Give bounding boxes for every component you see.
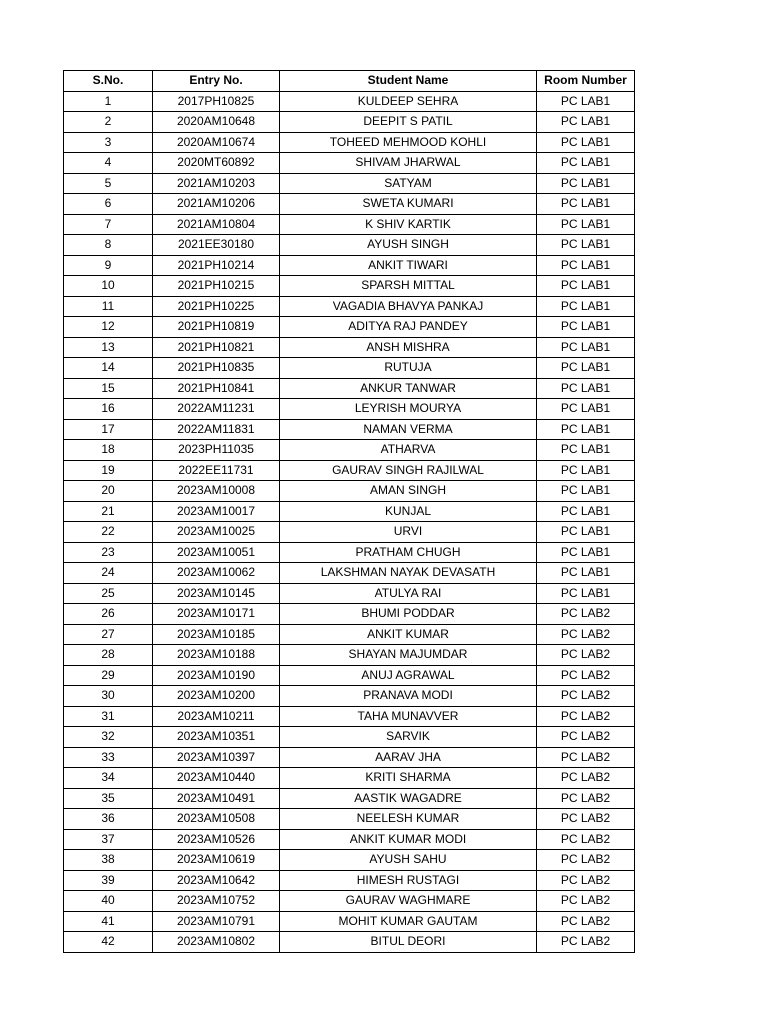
cell-room-number: PC LAB1 xyxy=(537,440,635,461)
cell-sno: 22 xyxy=(64,522,153,543)
cell-sno: 8 xyxy=(64,235,153,256)
cell-student-name: TAHA MUNAVVER xyxy=(280,706,537,727)
cell-room-number: PC LAB1 xyxy=(537,296,635,317)
cell-entry-no: 2023AM10017 xyxy=(153,501,280,522)
table-row xyxy=(64,624,635,645)
cell-student-name: ANKIT TIWARI xyxy=(280,255,537,276)
cell-room-number: PC LAB2 xyxy=(537,686,635,707)
cell-sno: 7 xyxy=(64,214,153,235)
cell-entry-no: 2023AM10190 xyxy=(153,665,280,686)
cell-room-number: PC LAB1 xyxy=(537,378,635,399)
cell-entry-no: 2023AM10351 xyxy=(153,727,280,748)
cell-sno: 19 xyxy=(64,460,153,481)
cell-student-name: GAURAV SINGH RAJILWAL xyxy=(280,460,537,481)
table-row xyxy=(64,399,635,420)
cell-student-name: DEEPIT S PATIL xyxy=(280,112,537,133)
cell-entry-no: 2020MT60892 xyxy=(153,153,280,174)
cell-sno: 21 xyxy=(64,501,153,522)
column-header-entry-no: Entry No. xyxy=(153,71,280,92)
cell-student-name: SHAYAN MAJUMDAR xyxy=(280,645,537,666)
cell-room-number: PC LAB2 xyxy=(537,809,635,830)
cell-student-name: TOHEED MEHMOOD KOHLI xyxy=(280,132,537,153)
cell-room-number: PC LAB2 xyxy=(537,911,635,932)
cell-student-name: K SHIV KARTIK xyxy=(280,214,537,235)
cell-room-number: PC LAB1 xyxy=(537,91,635,112)
table-row xyxy=(64,276,635,297)
cell-entry-no: 2023AM10397 xyxy=(153,747,280,768)
cell-entry-no: 2023AM10171 xyxy=(153,604,280,625)
column-header-student-name: Student Name xyxy=(280,71,537,92)
table-row xyxy=(64,235,635,256)
cell-entry-no: 2020AM10648 xyxy=(153,112,280,133)
cell-student-name: PRANAVA MODI xyxy=(280,686,537,707)
cell-entry-no: 2023AM10491 xyxy=(153,788,280,809)
cell-entry-no: 2021PH10821 xyxy=(153,337,280,358)
cell-sno: 36 xyxy=(64,809,153,830)
table-row xyxy=(64,358,635,379)
cell-room-number: PC LAB2 xyxy=(537,829,635,850)
cell-entry-no: 2023AM10051 xyxy=(153,542,280,563)
cell-student-name: ATULYA RAI xyxy=(280,583,537,604)
cell-student-name: RUTUJA xyxy=(280,358,537,379)
cell-entry-no: 2023AM10008 xyxy=(153,481,280,502)
cell-room-number: PC LAB1 xyxy=(537,132,635,153)
cell-sno: 29 xyxy=(64,665,153,686)
table-row xyxy=(64,419,635,440)
cell-entry-no: 2023PH11035 xyxy=(153,440,280,461)
cell-entry-no: 2023AM10791 xyxy=(153,911,280,932)
cell-room-number: PC LAB2 xyxy=(537,604,635,625)
table-row xyxy=(64,378,635,399)
cell-student-name: NAMAN VERMA xyxy=(280,419,537,440)
cell-entry-no: 2023AM10619 xyxy=(153,850,280,871)
table-row xyxy=(64,542,635,563)
cell-room-number: PC LAB2 xyxy=(537,768,635,789)
cell-room-number: PC LAB1 xyxy=(537,501,635,522)
cell-student-name: KULDEEP SEHRA xyxy=(280,91,537,112)
table-row xyxy=(64,768,635,789)
cell-sno: 5 xyxy=(64,173,153,194)
cell-student-name: KUNJAL xyxy=(280,501,537,522)
cell-room-number: PC LAB1 xyxy=(537,255,635,276)
table-row xyxy=(64,706,635,727)
cell-student-name: LAKSHMAN NAYAK DEVASATH xyxy=(280,563,537,584)
cell-sno: 1 xyxy=(64,91,153,112)
table-row xyxy=(64,214,635,235)
cell-room-number: PC LAB2 xyxy=(537,747,635,768)
cell-entry-no: 2020AM10674 xyxy=(153,132,280,153)
cell-entry-no: 2021PH10214 xyxy=(153,255,280,276)
cell-student-name: ANSH MISHRA xyxy=(280,337,537,358)
table-row xyxy=(64,112,635,133)
cell-entry-no: 2021PH10215 xyxy=(153,276,280,297)
table-row xyxy=(64,583,635,604)
cell-student-name: VAGADIA BHAVYA PANKAJ xyxy=(280,296,537,317)
cell-room-number: PC LAB1 xyxy=(537,481,635,502)
table-row xyxy=(64,747,635,768)
cell-entry-no: 2021EE30180 xyxy=(153,235,280,256)
cell-sno: 26 xyxy=(64,604,153,625)
cell-student-name: HIMESH RUSTAGI xyxy=(280,870,537,891)
table-row xyxy=(64,481,635,502)
cell-room-number: PC LAB1 xyxy=(537,173,635,194)
cell-student-name: ADITYA RAJ PANDEY xyxy=(280,317,537,338)
table-row xyxy=(64,132,635,153)
cell-entry-no: 2023AM10752 xyxy=(153,891,280,912)
cell-sno: 42 xyxy=(64,932,153,953)
table-body xyxy=(64,91,635,952)
cell-room-number: PC LAB1 xyxy=(537,563,635,584)
header-row xyxy=(64,71,635,92)
cell-room-number: PC LAB1 xyxy=(537,276,635,297)
cell-sno: 17 xyxy=(64,419,153,440)
cell-student-name: ANKIT KUMAR xyxy=(280,624,537,645)
table-row xyxy=(64,91,635,112)
room-allocation-sheet xyxy=(63,70,635,953)
cell-student-name: AMAN SINGH xyxy=(280,481,537,502)
cell-sno: 27 xyxy=(64,624,153,645)
cell-sno: 6 xyxy=(64,194,153,215)
cell-room-number: PC LAB2 xyxy=(537,870,635,891)
cell-student-name: SATYAM xyxy=(280,173,537,194)
cell-student-name: AYUSH SINGH xyxy=(280,235,537,256)
cell-sno: 16 xyxy=(64,399,153,420)
table-row xyxy=(64,173,635,194)
cell-entry-no: 2021PH10819 xyxy=(153,317,280,338)
table-row xyxy=(64,727,635,748)
cell-room-number: PC LAB1 xyxy=(537,522,635,543)
cell-sno: 3 xyxy=(64,132,153,153)
table-header xyxy=(64,71,635,92)
cell-entry-no: 2023AM10025 xyxy=(153,522,280,543)
cell-student-name: GAURAV WAGHMARE xyxy=(280,891,537,912)
table-row xyxy=(64,665,635,686)
cell-entry-no: 2021PH10835 xyxy=(153,358,280,379)
cell-room-number: PC LAB2 xyxy=(537,645,635,666)
cell-entry-no: 2023AM10802 xyxy=(153,932,280,953)
cell-student-name: AARAV JHA xyxy=(280,747,537,768)
table-row xyxy=(64,911,635,932)
cell-sno: 25 xyxy=(64,583,153,604)
cell-room-number: PC LAB2 xyxy=(537,891,635,912)
cell-room-number: PC LAB2 xyxy=(537,665,635,686)
cell-student-name: ANKUR TANWAR xyxy=(280,378,537,399)
cell-entry-no: 2022EE11731 xyxy=(153,460,280,481)
cell-room-number: PC LAB1 xyxy=(537,460,635,481)
cell-entry-no: 2023AM10440 xyxy=(153,768,280,789)
cell-sno: 12 xyxy=(64,317,153,338)
cell-student-name: KRITI SHARMA xyxy=(280,768,537,789)
column-header-sno: S.No. xyxy=(64,71,153,92)
table-row xyxy=(64,194,635,215)
cell-sno: 38 xyxy=(64,850,153,871)
cell-entry-no: 2023AM10188 xyxy=(153,645,280,666)
table-row xyxy=(64,829,635,850)
cell-student-name: AASTIK WAGADRE xyxy=(280,788,537,809)
cell-student-name: MOHIT KUMAR GAUTAM xyxy=(280,911,537,932)
cell-entry-no: 2021PH10225 xyxy=(153,296,280,317)
cell-student-name: NEELESH KUMAR xyxy=(280,809,537,830)
table-row xyxy=(64,317,635,338)
cell-entry-no: 2023AM10508 xyxy=(153,809,280,830)
table-row xyxy=(64,788,635,809)
cell-student-name: ANUJ AGRAWAL xyxy=(280,665,537,686)
cell-sno: 37 xyxy=(64,829,153,850)
table-row xyxy=(64,686,635,707)
cell-room-number: PC LAB2 xyxy=(537,932,635,953)
cell-room-number: PC LAB1 xyxy=(537,214,635,235)
cell-student-name: ATHARVA xyxy=(280,440,537,461)
table-row xyxy=(64,440,635,461)
table-row xyxy=(64,850,635,871)
cell-sno: 41 xyxy=(64,911,153,932)
cell-sno: 23 xyxy=(64,542,153,563)
cell-room-number: PC LAB1 xyxy=(537,399,635,420)
cell-room-number: PC LAB2 xyxy=(537,788,635,809)
cell-student-name: BHUMI PODDAR xyxy=(280,604,537,625)
cell-student-name: AYUSH SAHU xyxy=(280,850,537,871)
cell-sno: 33 xyxy=(64,747,153,768)
cell-student-name: ANKIT KUMAR MODI xyxy=(280,829,537,850)
cell-room-number: PC LAB1 xyxy=(537,112,635,133)
cell-room-number: PC LAB1 xyxy=(537,358,635,379)
cell-sno: 28 xyxy=(64,645,153,666)
cell-room-number: PC LAB1 xyxy=(537,235,635,256)
cell-entry-no: 2017PH10825 xyxy=(153,91,280,112)
cell-sno: 39 xyxy=(64,870,153,891)
cell-room-number: PC LAB1 xyxy=(537,583,635,604)
cell-entry-no: 2023AM10062 xyxy=(153,563,280,584)
cell-student-name: URVI xyxy=(280,522,537,543)
cell-student-name: SPARSH MITTAL xyxy=(280,276,537,297)
cell-room-number: PC LAB1 xyxy=(537,317,635,338)
cell-sno: 4 xyxy=(64,153,153,174)
cell-room-number: PC LAB1 xyxy=(537,542,635,563)
table-row xyxy=(64,870,635,891)
cell-entry-no: 2023AM10185 xyxy=(153,624,280,645)
table-row xyxy=(64,891,635,912)
cell-student-name: BITUL DEORI xyxy=(280,932,537,953)
cell-student-name: PRATHAM CHUGH xyxy=(280,542,537,563)
cell-entry-no: 2021PH10841 xyxy=(153,378,280,399)
table-row xyxy=(64,153,635,174)
table-row xyxy=(64,809,635,830)
table-row xyxy=(64,604,635,625)
cell-sno: 34 xyxy=(64,768,153,789)
table-row xyxy=(64,563,635,584)
cell-entry-no: 2021AM10203 xyxy=(153,173,280,194)
cell-entry-no: 2021AM10206 xyxy=(153,194,280,215)
table-row xyxy=(64,932,635,953)
cell-sno: 14 xyxy=(64,358,153,379)
cell-sno: 11 xyxy=(64,296,153,317)
cell-student-name: LEYRISH MOURYA xyxy=(280,399,537,420)
cell-sno: 30 xyxy=(64,686,153,707)
cell-entry-no: 2023AM10526 xyxy=(153,829,280,850)
cell-sno: 18 xyxy=(64,440,153,461)
table-row xyxy=(64,460,635,481)
cell-room-number: PC LAB2 xyxy=(537,624,635,645)
cell-sno: 9 xyxy=(64,255,153,276)
cell-entry-no: 2022AM11831 xyxy=(153,419,280,440)
cell-entry-no: 2021AM10804 xyxy=(153,214,280,235)
cell-entry-no: 2023AM10211 xyxy=(153,706,280,727)
cell-sno: 20 xyxy=(64,481,153,502)
cell-sno: 31 xyxy=(64,706,153,727)
cell-student-name: SWETA KUMARI xyxy=(280,194,537,215)
cell-sno: 13 xyxy=(64,337,153,358)
cell-room-number: PC LAB2 xyxy=(537,850,635,871)
cell-entry-no: 2023AM10642 xyxy=(153,870,280,891)
cell-room-number: PC LAB2 xyxy=(537,727,635,748)
table-row xyxy=(64,645,635,666)
cell-entry-no: 2022AM11231 xyxy=(153,399,280,420)
table-row xyxy=(64,522,635,543)
cell-sno: 40 xyxy=(64,891,153,912)
cell-sno: 32 xyxy=(64,727,153,748)
cell-entry-no: 2023AM10145 xyxy=(153,583,280,604)
cell-student-name: SHIVAM JHARWAL xyxy=(280,153,537,174)
cell-entry-no: 2023AM10200 xyxy=(153,686,280,707)
cell-room-number: PC LAB1 xyxy=(537,419,635,440)
table-row xyxy=(64,296,635,317)
cell-sno: 2 xyxy=(64,112,153,133)
table-row xyxy=(64,255,635,276)
cell-sno: 35 xyxy=(64,788,153,809)
table-row xyxy=(64,501,635,522)
cell-sno: 15 xyxy=(64,378,153,399)
cell-room-number: PC LAB1 xyxy=(537,194,635,215)
column-header-room-number: Room Number xyxy=(537,71,635,92)
table-row xyxy=(64,337,635,358)
room-allocation-table xyxy=(63,70,635,953)
cell-student-name: SARVIK xyxy=(280,727,537,748)
cell-sno: 10 xyxy=(64,276,153,297)
cell-room-number: PC LAB1 xyxy=(537,153,635,174)
cell-sno: 24 xyxy=(64,563,153,584)
cell-room-number: PC LAB1 xyxy=(537,337,635,358)
cell-room-number: PC LAB2 xyxy=(537,706,635,727)
